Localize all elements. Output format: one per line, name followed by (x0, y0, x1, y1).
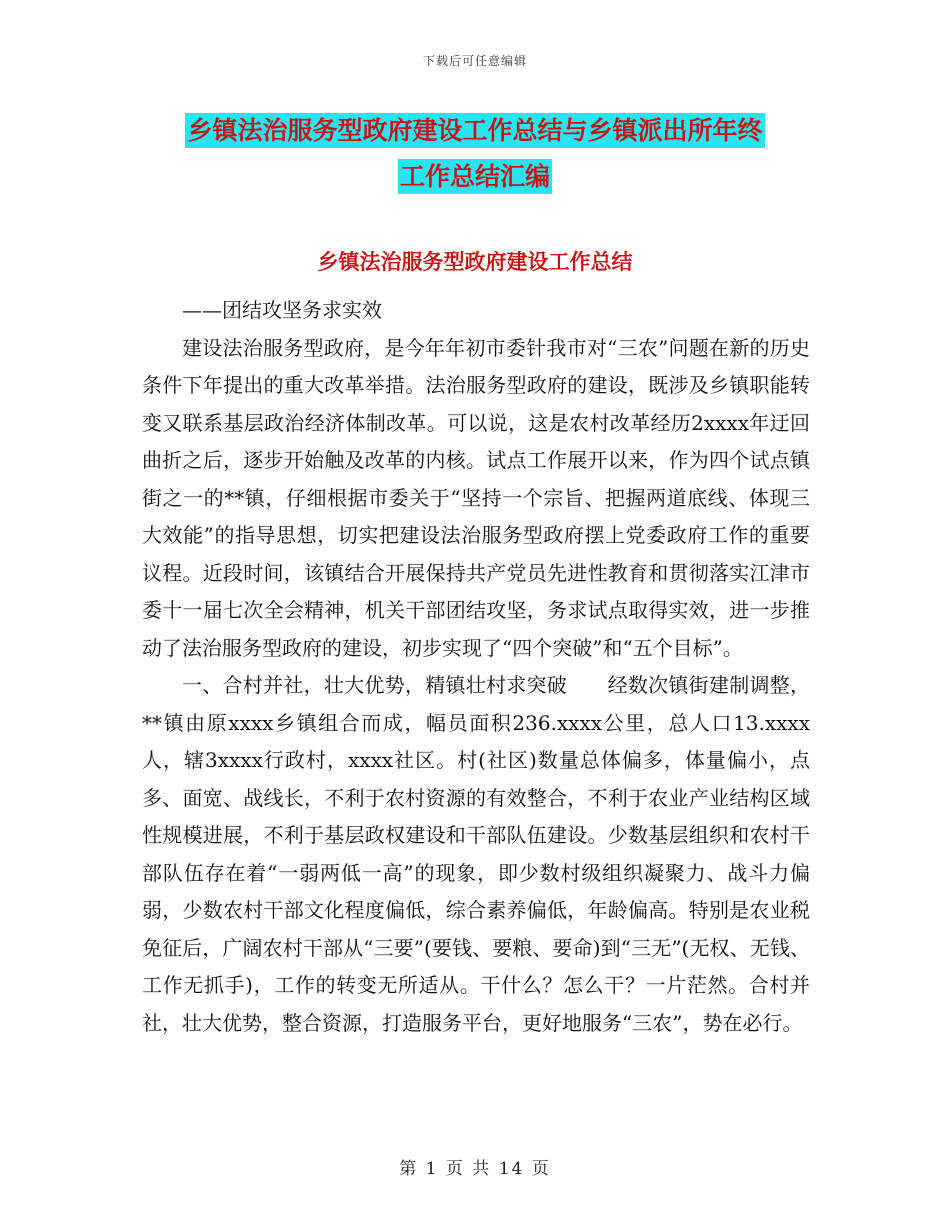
document-title-line2: 工作总结汇编 (398, 159, 552, 194)
paragraph-section-one: 一、合村并社，壮大优势，精镇壮村求突破 经数次镇街建制调整，**镇由原xxxx乡镇组合而成，幅员面积236.xxxx公里，总人口13.xxxx人，辖3xxxx行政村，xxxx社区。村(社区)数量总体偏多，体量偏小，点多、面宽、战线长，不利于农村资源的有效整合，不利于农业产业结构区域性规模进展，不利于基层政权建设和干部队伍建设。少数基层组织和农村干部队伍存在着“一弱两低一高”的现象，即少数村级组织凝聚力、战斗力偏弱，少数农村干部文化程度偏低，综合素养偏低，年龄偏高。特别是农业税免征后，广阔农村干部从“三要”(要钱、要粮、要命)到“三无”(无权、无钱、工作无抓手)，工作的转变无所适从。干什么？怎么干？一片茫然。合村并社，壮大优势，整合资源，打造服务平台，更好地服务“三农”，势在必行。 (142, 673, 810, 1035)
paragraph-intro: 建设法治服务型政府，是今年年初市委针我市对“三农”问题在新的历史条件下年提出的重大改革举措。法治服务型政府的建设，既涉及乡镇职能转变又联系基层政治经济体制改革。可以说，这是农村改革经历2xxxx年迂回曲折之后，逐步开始触及改革的内核。试点工作展开以来，作为四个试点镇街之一的**镇，仔细根据市委关于“坚持一个宗旨、把握两道底线、体现三大效能”的指导思想，切实把建设法治服务型政府摆上党委政府工作的重要议程。近段时间，该镇结合开展保持共产党员先进性教育和贯彻落实江津市委十一届七次全会精神，机关干部团结攻坚，务求试点取得实效，进一步推动了法治服务型政府的建设，初步实现了“四个突破”和“五个目标”。 (142, 335, 810, 660)
paragraph-tagline: ——团结攻坚务求实效 (182, 298, 382, 322)
page-number: 第 1 页 共 14 页 (399, 1159, 551, 1179)
document-title-line1: 乡镇法治服务型政府建设工作总结与乡镇派出所年终 (185, 113, 764, 148)
body-text (142, 292, 810, 1042)
header-note: 下载后可任意编辑 (422, 54, 527, 68)
document-title (140, 108, 810, 200)
section-title: 乡镇法治服务型政府建设工作总结 (317, 250, 633, 274)
